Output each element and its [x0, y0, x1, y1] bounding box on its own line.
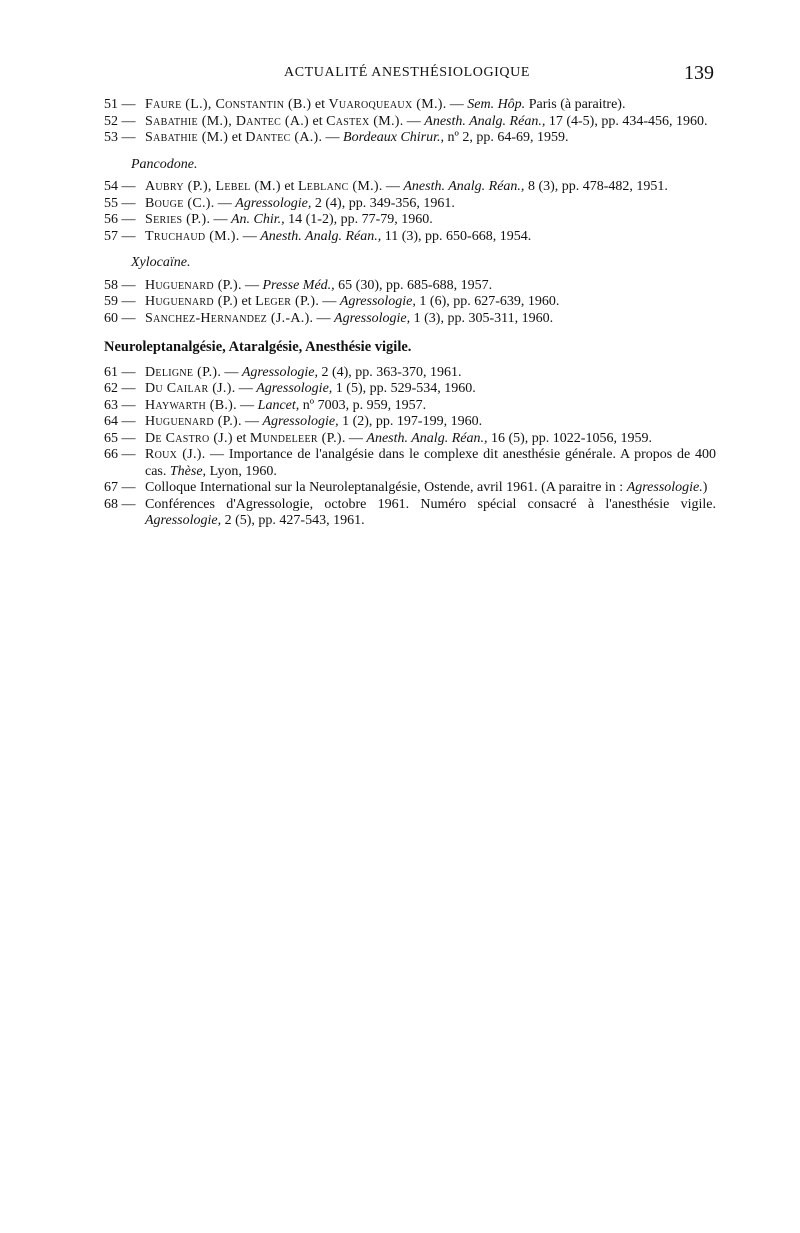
reference-journal: Sem. Hôp.	[467, 97, 526, 112]
reference-journal: Thèse,	[169, 463, 207, 479]
reference-journal: Agressologie,	[241, 364, 318, 380]
reference-authors: Sabathie (M.), Dantec (A.)	[145, 113, 310, 129]
reference-authors: Dantec (A.)	[245, 130, 319, 145]
reference-journal: Anesth. Analg. Réan.,	[424, 113, 546, 129]
reference-authors: Huguenard (P.)	[145, 414, 238, 429]
reference-details: 2 (5), pp. 427-543, 1961.	[221, 513, 365, 528]
reference-number: 55 —	[104, 195, 136, 211]
reference-number: 63 —	[104, 397, 136, 413]
reference-number: 53 —	[104, 130, 136, 145]
reference-details: 11 (3), pp. 650-668, 1954.	[381, 228, 532, 244]
reference-55: 55 — Bouge (C.). — Agressologie, 2 (4), pp. 349-356, 1961.	[104, 195, 455, 211]
reference-title: Colloque International sur la Neuroleptanalgésie, Ostende, avril 1961. (A paraitre in :	[145, 480, 627, 495]
reference-65: 65 — De Castro (J.) et Mundeleer (P.). — Anesth. Analg. Réan., 16 (5), pp. 1022-1056, 1959.	[104, 430, 652, 446]
reference-authors: Truchaud (M.)	[145, 228, 236, 244]
reference-68	[104, 497, 716, 530]
reference-authors: Huguenard (P.)	[145, 294, 238, 309]
reference-64: 64 — Huguenard (P.). — Agressologie, 1 (2), pp. 197-199, 1960.	[104, 414, 483, 429]
reference-journal: Agressologie,	[145, 513, 222, 528]
reference-journal: Agressologie,	[235, 195, 312, 211]
reference-number: 56 —	[104, 212, 136, 227]
reference-list	[104, 97, 716, 530]
reference-66	[104, 447, 716, 480]
reference-journal: An. Chir.,	[230, 212, 285, 227]
reference-details: Paris (à paraitre).	[525, 97, 626, 112]
reference-journal: Anesth. Analg. Réan.,	[366, 430, 488, 446]
reference-details: 1 (6), pp. 627-639, 1960.	[415, 294, 560, 309]
reference-details: nº 2, pp. 64-69, 1959.	[444, 130, 569, 145]
reference-details: 17 (4-5), pp. 434-456, 1960.	[545, 113, 708, 129]
reference-53: 53 — Sabathie (M.) et Dantec (A.). — Bordeaux Chirur., nº 2, pp. 64-69, 1959.	[104, 130, 569, 145]
reference-details: Lyon, 1960.	[206, 463, 277, 479]
reference-number: 57 —	[104, 228, 136, 244]
reference-details: 1 (5), pp. 529-534, 1960.	[332, 381, 476, 396]
reference-authors: Mundeleer (P.)	[249, 430, 342, 446]
reference-authors: Leblanc (M.)	[297, 179, 379, 194]
reference-journal: Agressologie,	[262, 414, 339, 429]
reference-journal: Agressologie.	[626, 480, 703, 495]
reference-authors: Bouge (C.)	[145, 195, 211, 211]
reference-authors: Faure (L.), Constantin (B.)	[145, 97, 312, 112]
reference-details: 16 (5), pp. 1022-1056, 1959.	[487, 430, 652, 446]
reference-56: 56 — Series (P.). — An. Chir., 14 (1-2), pp. 77-79, 1960.	[104, 212, 433, 227]
reference-authors: Series (P.)	[145, 212, 207, 227]
reference-details: nº 7003, p. 959, 1957.	[299, 397, 427, 413]
reference-number: 60 —	[104, 310, 136, 326]
reference-number: 66 —	[104, 447, 136, 462]
reference-journal: Agressologie,	[339, 294, 416, 309]
reference-number: 62 —	[104, 381, 136, 396]
reference-number: 67 —	[104, 480, 136, 495]
reference-authors: Castex (M.)	[326, 113, 400, 129]
reference-title: . — Importance de l'analgésie dans le complexe dit anesthésie générale. A propos de 400 cas.	[145, 447, 716, 479]
reference-number: 51 —	[104, 97, 136, 112]
reference-authors: Vuaroqueaux (M.)	[328, 97, 443, 112]
reference-journal: Presse Méd.,	[262, 277, 335, 293]
reference-58: 58 — Huguenard (P.). — Presse Méd., 65 (30), pp. 685-688, 1957.	[104, 277, 493, 293]
reference-authors: Roux (J.)	[145, 447, 202, 462]
reference-51: 51 — Faure (L.), Constantin (B.) et Vuaroqueaux (M.). — Sem. Hôp. Paris (à paraitre).	[104, 97, 626, 112]
reference-details: 8 (3), pp. 478-482, 1951.	[524, 179, 668, 194]
reference-details: 2 (4), pp. 349-356, 1961.	[311, 195, 455, 211]
reference-62: 62 — Du Cailar (J.). — Agressologie, 1 (5), pp. 529-534, 1960.	[104, 381, 476, 396]
reference-details: 2 (4), pp. 363-370, 1961.	[317, 364, 462, 380]
page-number: 139	[684, 62, 714, 84]
reference-title: Conférences d'Agressologie, octobre 1961. Numéro spécial consacré à l'anesthésie vigile.	[145, 496, 716, 512]
reference-number: 54 —	[104, 179, 136, 194]
reference-authors: Leger (P.)	[255, 294, 316, 309]
reference-59: 59 — Huguenard (P.) et Leger (P.). — Agressologie, 1 (6), pp. 627-639, 1960.	[104, 294, 560, 309]
reference-number: 68 —	[104, 496, 136, 512]
reference-number: 58 —	[104, 277, 136, 293]
reference-authors: De Castro (J.)	[145, 430, 233, 446]
reference-63: 63 — Haywarth (B.). — Lancet, nº 7003, p. 959, 1957.	[104, 397, 427, 413]
reference-journal: Lancet,	[257, 397, 300, 413]
reference-61: 61 — Deligne (P.). — Agressologie, 2 (4), pp. 363-370, 1961.	[104, 364, 462, 380]
reference-journal: Anesth. Analg. Réan.,	[403, 179, 525, 194]
reference-journal: Agressologie,	[256, 381, 333, 396]
reference-authors: Aubry (P.), Lebel (M.)	[145, 179, 281, 194]
reference-details: 65 (30), pp. 685-688, 1957.	[334, 277, 493, 293]
reference-authors: Sanchez-Hernandez (J.-A.)	[145, 310, 310, 326]
reference-authors: Haywarth (B.)	[145, 397, 234, 413]
reference-details: 14 (1-2), pp. 77-79, 1960.	[284, 212, 433, 227]
section-heading: Neuroleptanalgésie, Ataralgésie, Anesthésie vigile.	[104, 339, 412, 355]
reference-57: 57 — Truchaud (M.). — Anesth. Analg. Réan., 11 (3), pp. 650-668, 1954.	[104, 228, 532, 244]
reference-authors: Du Cailar (J.)	[145, 381, 232, 396]
reference-67	[104, 480, 716, 497]
reference-54: 54 — Aubry (P.), Lebel (M.) et Leblanc (M.). — Anesth. Analg. Réan., 8 (3), pp. 478-482, 1951.	[104, 179, 668, 194]
reference-details: 1 (2), pp. 197-199, 1960.	[338, 414, 483, 429]
reference-authors: Sabathie (M.)	[145, 130, 229, 145]
reference-details: )	[702, 480, 708, 495]
reference-60: 60 — Sanchez-Hernandez (J.-A.). — Agressologie, 1 (3), pp. 305-311, 1960.	[104, 310, 554, 326]
reference-journal: Bordeaux Chirur.,	[343, 130, 445, 145]
subheading-pancodone: Pancodone.	[131, 156, 198, 172]
reference-number: 61 —	[104, 364, 136, 380]
subheading-xylocaine: Xylocaïne.	[131, 255, 191, 270]
reference-52: 52 — Sabathie (M.), Dantec (A.) et Castex (M.). — Anesth. Analg. Réan., 17 (4-5), pp. 434-456, 1960.	[104, 113, 708, 129]
reference-number: 64 —	[104, 414, 136, 429]
reference-details: 1 (3), pp. 305-311, 1960.	[410, 310, 554, 326]
reference-journal: Anesth. Analg. Réan.,	[260, 228, 382, 244]
reference-number: 59 —	[104, 294, 136, 309]
page-header	[0, 62, 800, 86]
running-title: ACTUALITÉ ANESTHÉSIOLOGIQUE	[284, 65, 531, 80]
reference-authors: Deligne (P.)	[145, 364, 218, 380]
reference-number: 65 —	[104, 430, 136, 446]
reference-authors: Huguenard (P.)	[145, 277, 238, 293]
reference-journal: Agressologie,	[334, 310, 411, 326]
reference-number: 52 —	[104, 113, 136, 129]
